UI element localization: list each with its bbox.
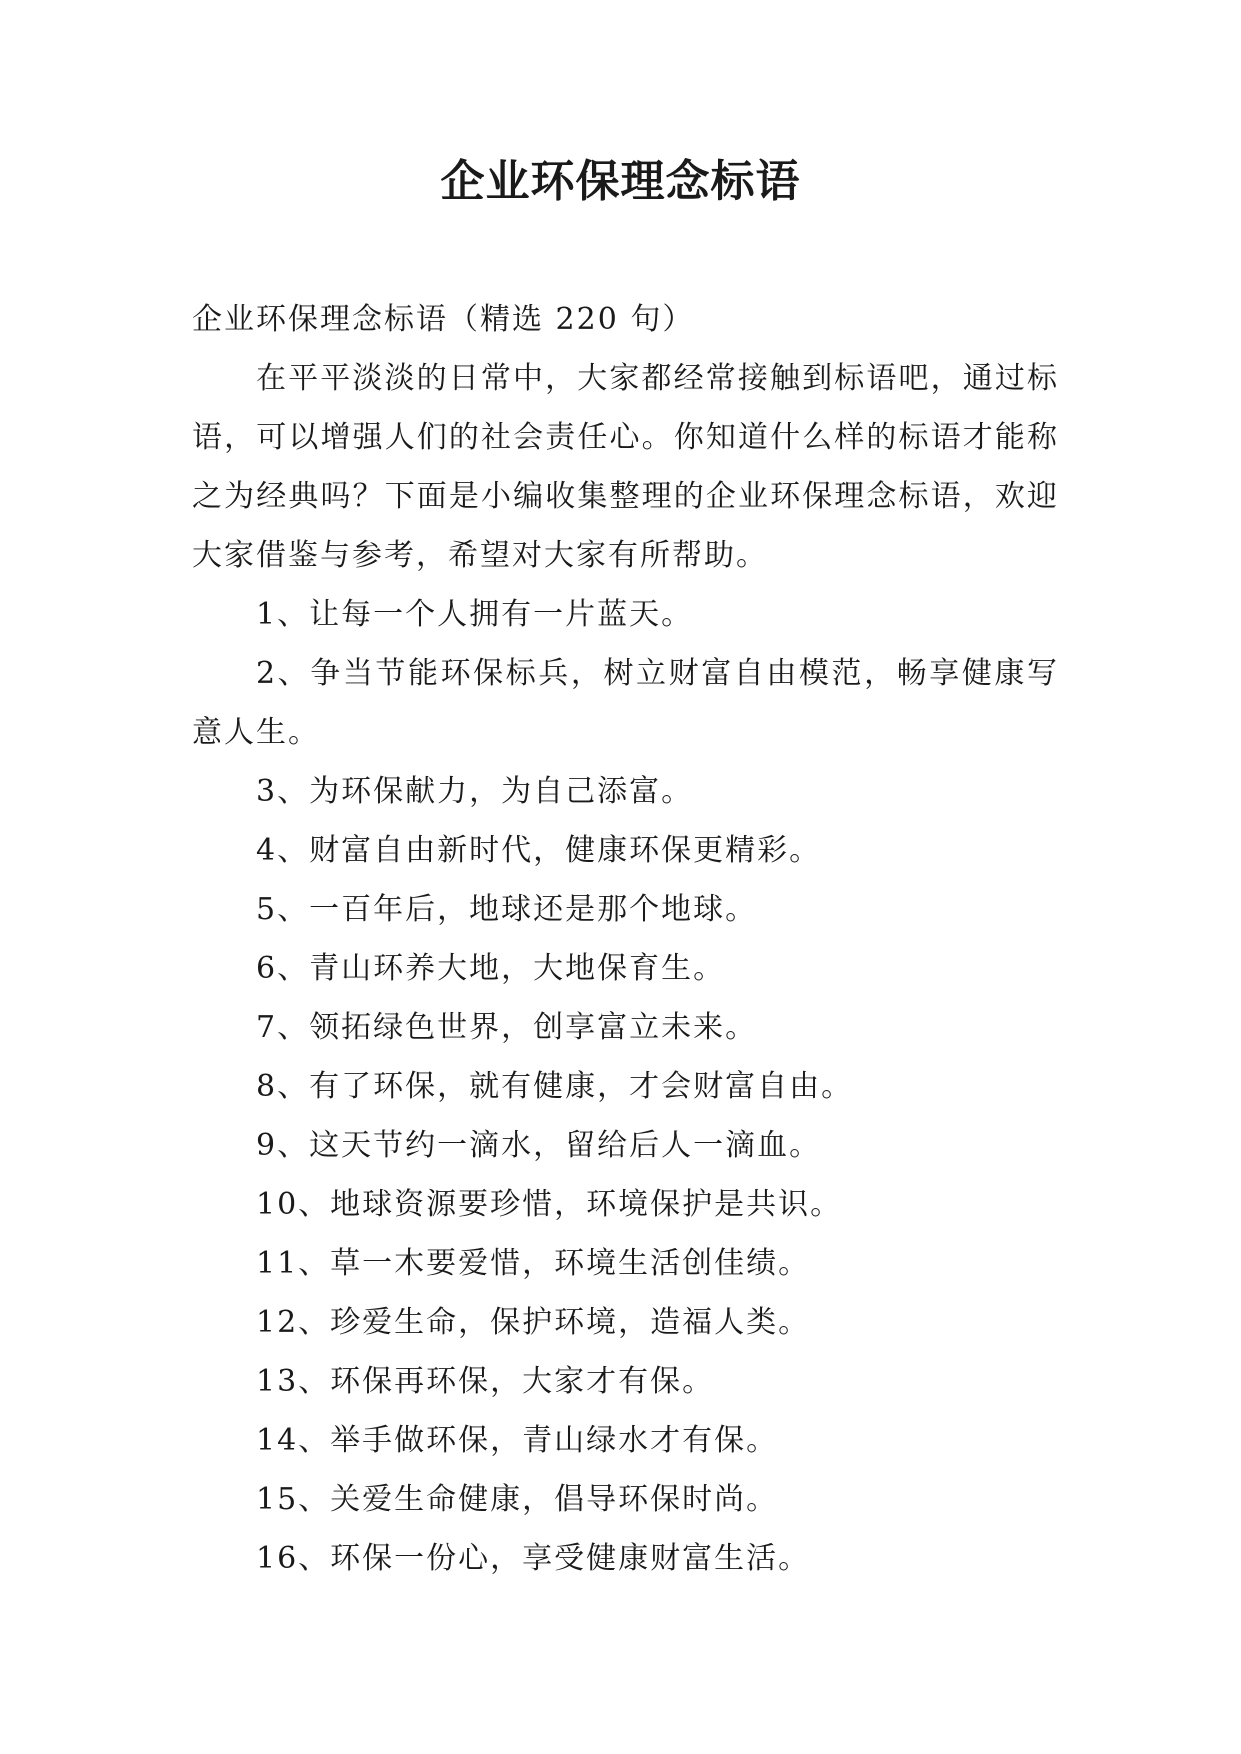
slogan-item: 16、环保一份心，享受健康财富生活。: [256, 1541, 811, 1576]
slogan-list: [192, 585, 1059, 1588]
slogan-item: 9、这天节约一滴水，留给后人一滴血。: [256, 1128, 822, 1163]
slogan-item: 1、让每一个人拥有一片蓝天。: [256, 597, 694, 632]
slogan-item: 14、举手做环保，青山绿水才有保。: [256, 1423, 779, 1458]
slogan-item: 11、草一木要爱惜，环境生活创佳绩。: [256, 1246, 811, 1281]
slogan-item: 12、珍爱生命，保护环境，造福人类。: [256, 1305, 811, 1340]
slogan-item: 15、关爱生命健康，倡导环保时尚。: [256, 1482, 779, 1517]
slogan-item: 8、有了环保，就有健康，才会财富自由。: [256, 1069, 854, 1104]
slogan-item: 10、地球资源要珍惜，环境保护是共识。: [256, 1187, 843, 1222]
slogan-item: 5、一百年后，地球还是那个地球。: [256, 892, 758, 927]
slogan-item: 3、为环保献力，为自己添富。: [256, 774, 694, 809]
slogan-item: 13、环保再环保，大家才有保。: [256, 1364, 715, 1399]
document-subtitle: 企业环保理念标语（精选 220 句）: [192, 302, 695, 337]
document-body: [192, 290, 1059, 1588]
document-title: 企业环保理念标语: [440, 156, 801, 207]
slogan-item: 2、争当节能环保标兵，树立财富自由模范，畅享健康写意人生。: [192, 656, 1059, 750]
slogan-item: 6、青山环养大地，大地保育生。: [256, 951, 726, 986]
intro-paragraph: 在平平淡淡的日常中，大家都经常接触到标语吧，通过标语，可以增强人们的社会责任心。你知道什么样的标语才能称之为经典吗？下面是小编收集整理的企业环保理念标语，欢迎大家借鉴与参考，希望对大家有所帮助。: [192, 361, 1059, 573]
slogan-item: 4、财富自由新时代，健康环保更精彩。: [256, 833, 822, 868]
slogan-item: 7、领拓绿色世界，创享富立未来。: [256, 1010, 758, 1045]
